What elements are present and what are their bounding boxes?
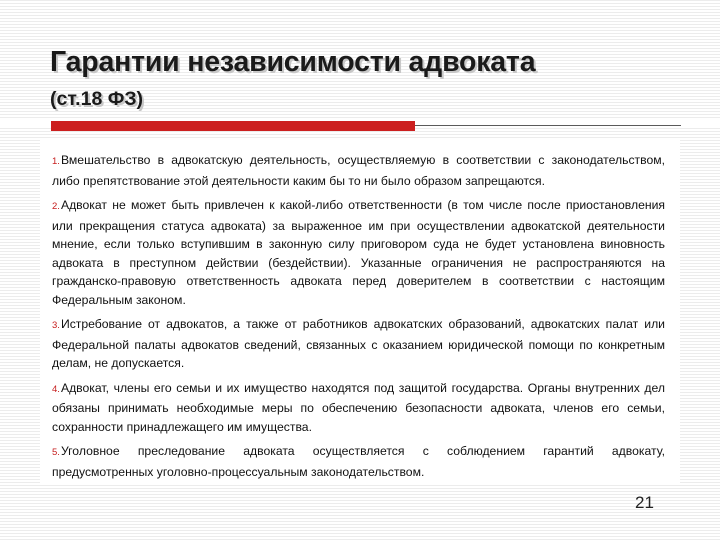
slide-title [50, 45, 710, 111]
title-subtitle: (ст.18 ФЗ) [50, 88, 144, 110]
item-text: Адвокат, члены его семьи и их имущество находятся под защитой государства. Органы внутренних дел обязаны принимать необходимые меры по обеспечению безопасности адвоката, членов его семьи, сохранности принадлежащего им имущества. [52, 380, 665, 434]
item-number: 4. [52, 383, 60, 395]
item-number: 5. [52, 447, 60, 458]
item-text: Вмешательство в адвокатскую деятельность, осуществляемую в соответствии с законодательством, либо препятствование этой деятельности каким бы то ни было образом запрещаются. [52, 153, 665, 188]
item-number: 2. [52, 201, 60, 212]
guarantees-list [52, 151, 665, 487]
accent-bar [51, 121, 415, 131]
list-item-4 [52, 379, 665, 437]
list-item-1 [52, 151, 665, 190]
list-item-2 [52, 196, 665, 309]
item-text: Уголовное преследование адвоката осуществляется с соблюдением гарантий адвокату, предусмотренных уголовно-процессуальным законодательством. [52, 444, 665, 479]
list-item-3 [52, 315, 665, 373]
title-main: Гарантии независимости адвоката [50, 46, 536, 78]
item-text: Истребование от адвокатов, а также от работников адвокатских образований, адвокатских палат или Федеральной палаты адвокатов сведений, связанных с оказанием юридической помощи по конкретным делам, не допускается. [52, 317, 665, 370]
page-number: 21 [635, 493, 654, 512]
item-text: Адвокат не может быть привлечен к какой-либо ответственности (в том числе после приостановления или прекращения статуса адвоката) за выраженное им при осуществлении адвокатской деятельности мнение, если только вступившим в законную силу приговором суда не будет установлена виновность адвоката в преступном действии (бездействии). Указанные ограничения не распространяются на гражданско-правовую ответственность адвоката перед доверителем в соответствии с настоящим Федеральным законом. [52, 198, 665, 307]
item-number: 3. [52, 320, 60, 331]
list-item-5 [52, 442, 665, 481]
item-number: 1. [52, 156, 60, 167]
